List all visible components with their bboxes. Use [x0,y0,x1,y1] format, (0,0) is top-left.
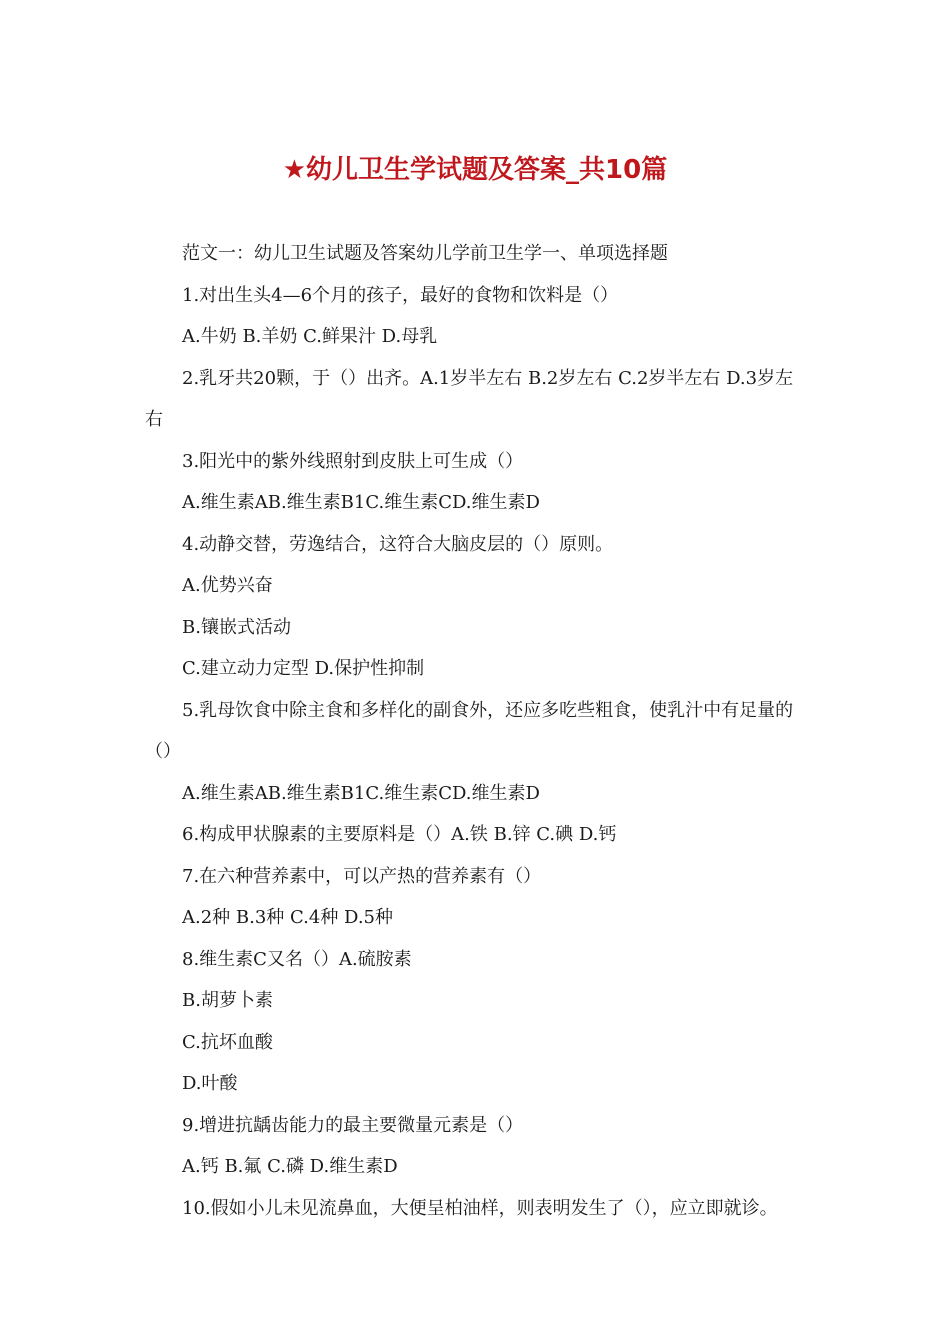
question-7: 7.在六种营养素中，可以产热的营养素有（） [182,865,542,887]
question-8-option-d: D.叶酸 [182,1073,238,1094]
question-3-options: A.维生素AB.维生素B1C.维生素CD.维生素D [182,492,540,513]
question-8-option-c: C.抗坏血酸 [182,1031,273,1053]
question-9: 9.增进抗龋齿能力的最主要微量元素是（） [182,1114,524,1136]
document-title: ★幼儿卫生学试题及答案_共10篇 [282,155,668,185]
question-4-option-b: B.镶嵌式活动 [182,616,291,638]
question-4-option-cd: C.建立动力定型 D.保护性抑制 [182,658,425,679]
question-2: 2.乳牙共20颗，于（）出齐。A.1岁半左右 B.2岁左右 C.2岁半左右 D.3岁左右 [145,367,794,430]
question-4: 4.动静交替，劳逸结合，这符合大脑皮层的（）原则。 [182,533,614,555]
question-7-options: A.2种 B.3种 C.4种 D.5种 [182,907,394,928]
question-3: 3.阳光中的紫外线照射到皮肤上可生成（） [182,450,524,472]
question-8-option-b: B.胡萝卜素 [182,990,273,1011]
question-5-options: A.维生素AB.维生素B1C.维生素CD.维生素D [182,782,540,804]
question-9-options: A.钙 B.氟 C.磷 D.维生素D [182,1156,398,1177]
document-body [145,233,810,1229]
paragraph-intro: 范文一：幼儿卫生试题及答案幼儿学前卫生学一、单项选择题 [182,243,668,264]
question-1: 1.对出生头4—6个月的孩子，最好的食物和饮料是（） [182,284,619,306]
question-8: 8.维生素C又名（）A.硫胺素 [182,948,412,970]
question-10: 10.假如小儿未见流鼻血，大便呈柏油样，则表明发生了（），应立即就诊。 [182,1197,778,1219]
question-1-options: A.牛奶 B.羊奶 C.鲜果汁 D.母乳 [182,326,438,347]
question-6: 6.构成甲状腺素的主要原料是（）A.铁 B.锌 C.碘 D.钙 [182,824,617,845]
question-5: 5.乳母饮食中除主食和多样化的副食外，还应多吃些粗食，使乳汁中有足量的（） [145,699,794,762]
question-4-option-a: A.优势兴奋 [182,575,273,596]
